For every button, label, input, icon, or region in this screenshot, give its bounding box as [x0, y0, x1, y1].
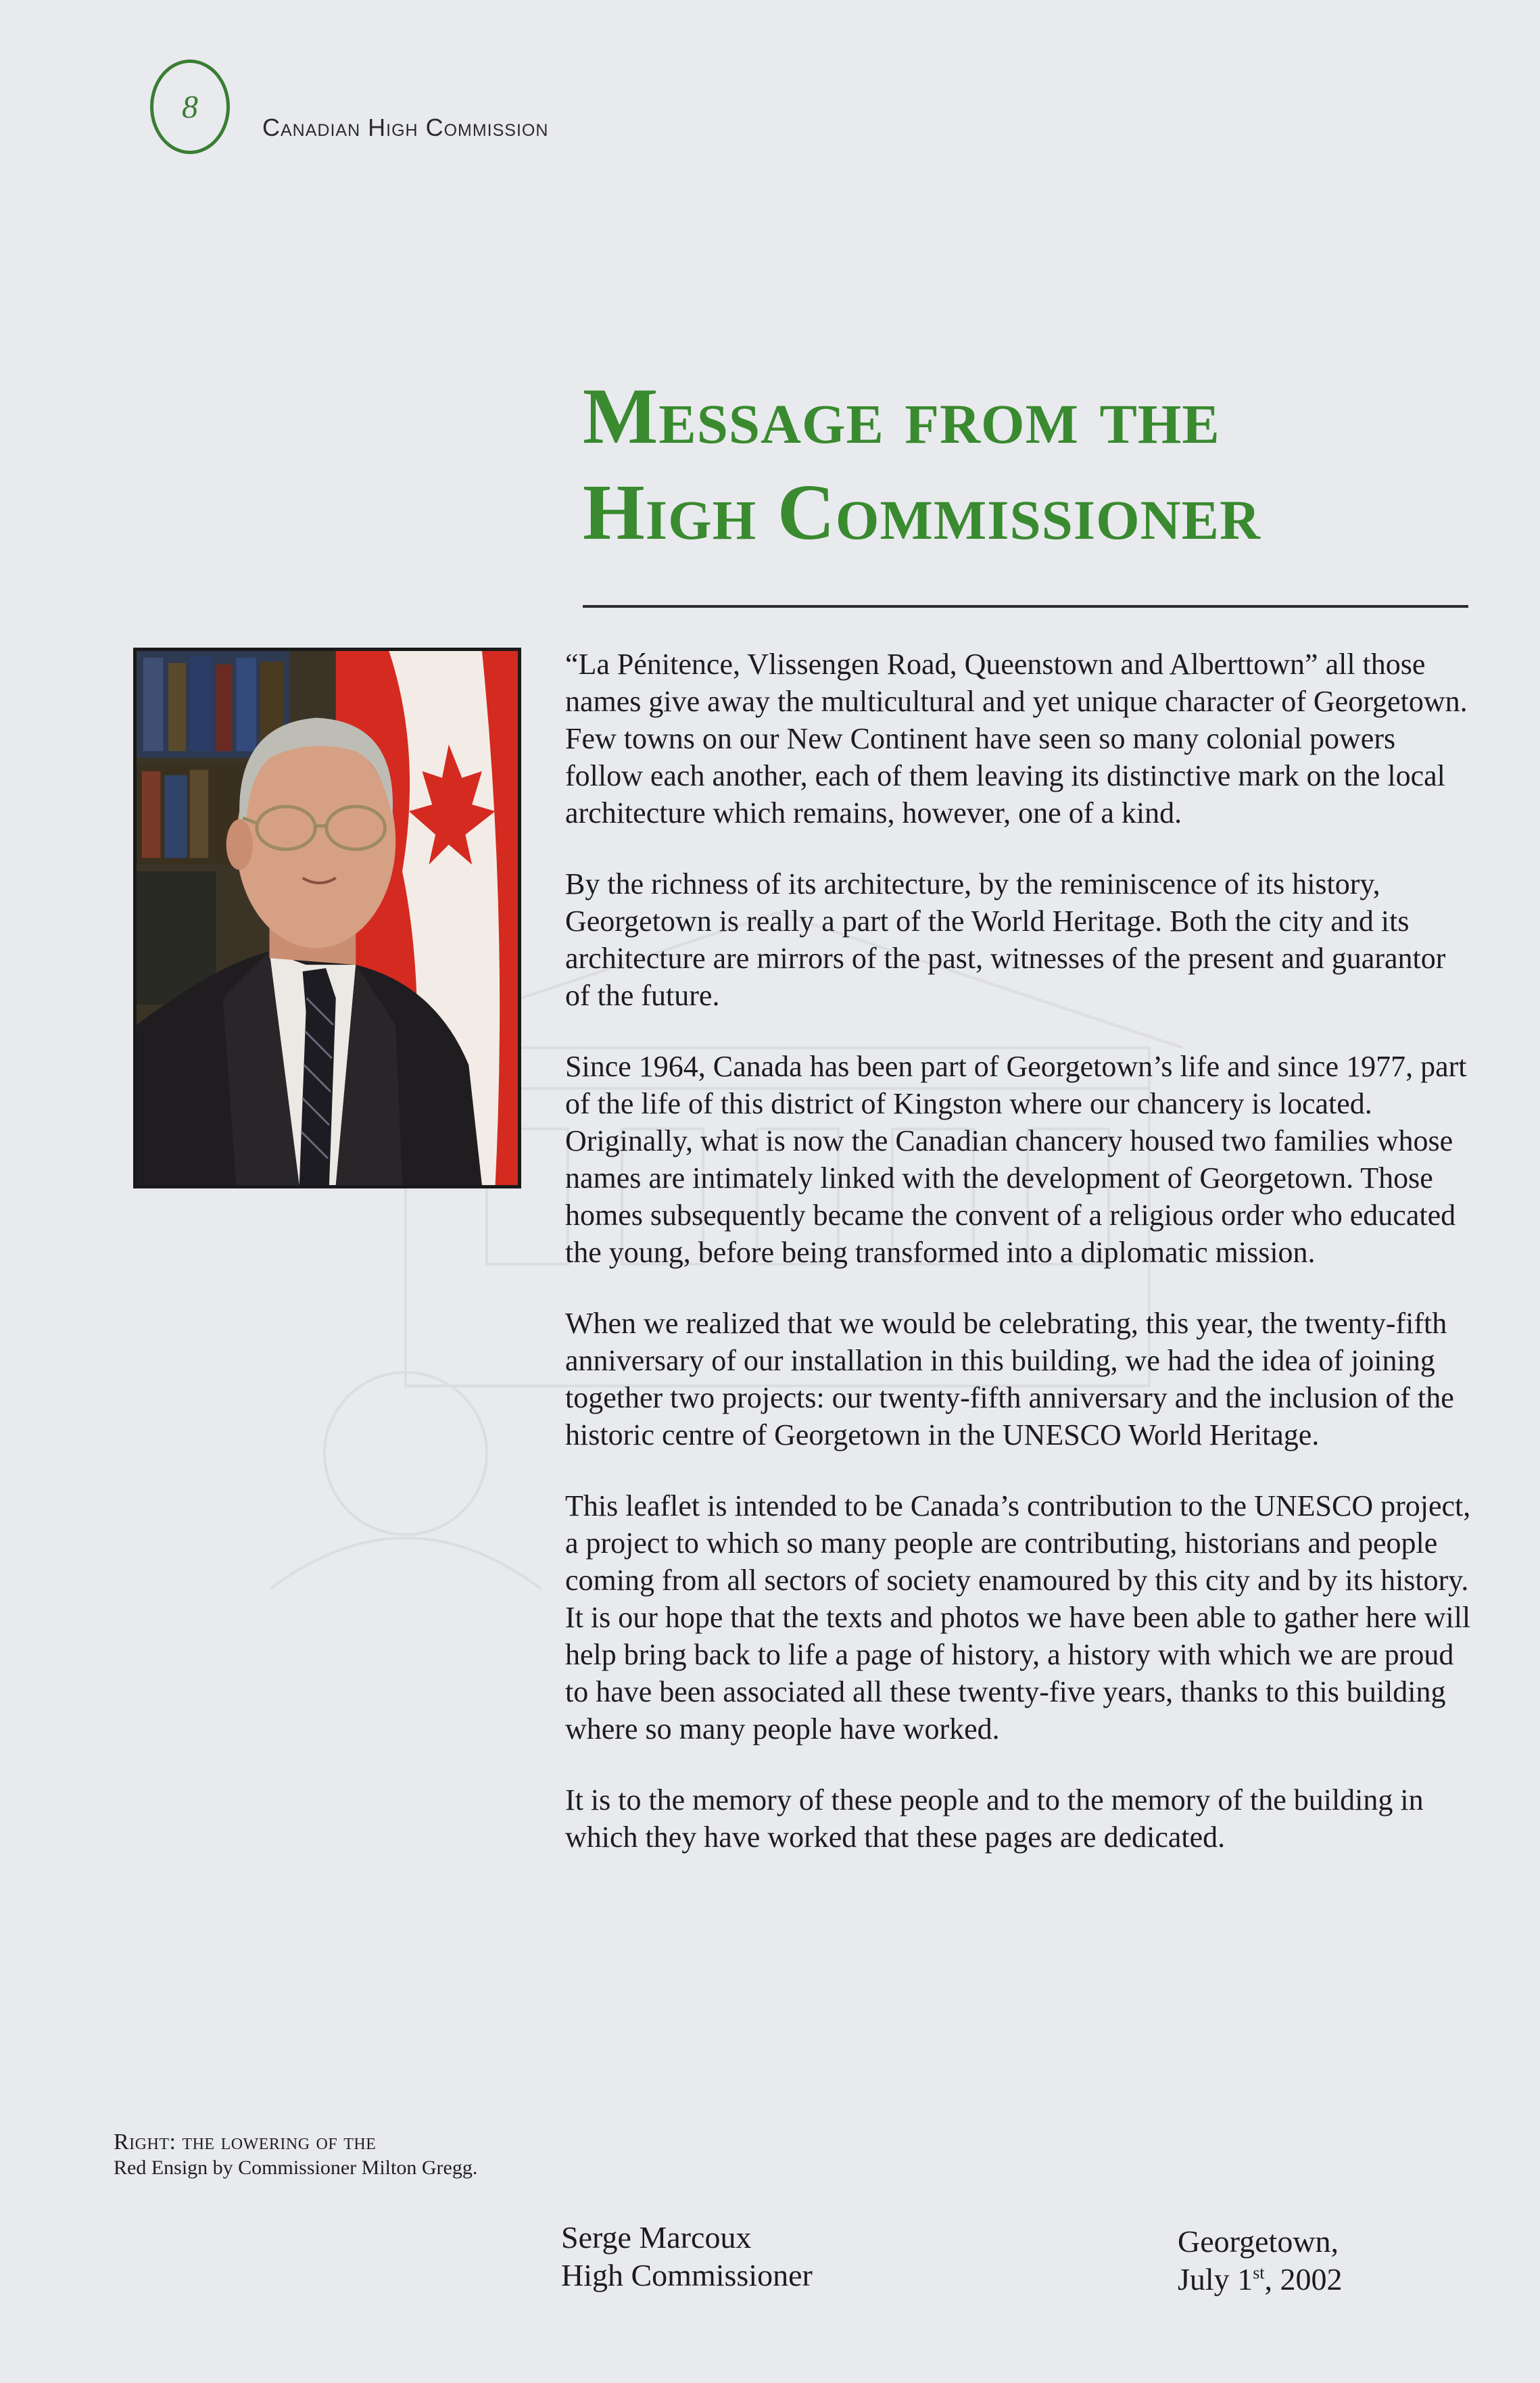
signature-block: [561, 2219, 813, 2294]
page-number: 8: [182, 89, 198, 125]
title-underline: [583, 605, 1468, 608]
paragraph-6: It is to the memory of these people and to the memory of the building in which they have worked that these pages are dedicated.: [565, 1783, 1424, 1854]
date-prefix: July 1: [1178, 2262, 1253, 2296]
page-number-badge: [150, 59, 230, 154]
photo-caption: [114, 2129, 492, 2181]
paragraph-3: Since 1964, Canada has been part of Georgetown’s life and since 1977, part of the life of this district of Kingston where our chancery is located. Originally, what is now the Canadian chancery housed two families whose names are intimately linked with the development of Georgetown. Those homes subsequently became the convent of a religious order who educated the young, before being transformed into a diplomatic mission.: [565, 1050, 1467, 1269]
paragraph-4: When we realized that we would be celebrating, this year, the twenty-fifth anniversary of our installation in this building, we had the idea of joining together two projects: our twenty-fifth anniversary and the inclusion of the historic centre of Georgetown in the UNESCO World Heritage.: [565, 1307, 1454, 1451]
caption-lead: Right: the lowering of the: [114, 2129, 377, 2155]
message-body: [565, 646, 1471, 1889]
place: Georgetown,: [1178, 2224, 1339, 2259]
date-suffix: , 2002: [1264, 2262, 1343, 2296]
running-header: Canadian High Commission: [262, 114, 549, 141]
page-title-line-2: High Commissioner: [583, 468, 1261, 556]
date: [1178, 2261, 1343, 2298]
place-date-block: [1178, 2223, 1343, 2298]
paragraph-1: “La Pénitence, Vlissengen Road, Queenstown and Alberttown” all those names give away the multicultural and yet unique character of Georgetown. Few towns on our New Continent have seen so many colonial powers follow each another, each of them leaving its distinctive mark on the local architecture which remains, however, one of a kind.: [565, 648, 1468, 829]
paragraph-2: By the richness of its architecture, by the reminiscence of its history, Georgetown is really a part of the World Heritage. Both the city and its architecture are mirrors of the past, witnesses of the present and guarantor of the future.: [565, 867, 1446, 1012]
commissioner-portrait-photo: [133, 648, 521, 1188]
paragraph-5: This leaflet is intended to be Canada’s contribution to the UNESCO project, a project to which so many people are contributing, historians and people coming from all sectors of society enamoured by this city and by its history. It is our hope that the texts and photos we have been able to gather here will help bring back to life a page of history, a history with which we are proud to have been associated all these twenty-five years, thanks to this building where so many people have worked.: [565, 1489, 1471, 1746]
page-title: [583, 368, 1475, 560]
caption-text: Red Ensign by Commissioner Milton Gregg.: [114, 2157, 478, 2179]
signatory-title: High Commissioner: [561, 2258, 813, 2292]
date-ordinal: st: [1253, 2263, 1265, 2283]
portrait-illustration: [137, 651, 518, 1185]
page-title-line-1: Message from the: [583, 372, 1220, 460]
signatory-name: Serge Marcoux: [561, 2220, 752, 2255]
